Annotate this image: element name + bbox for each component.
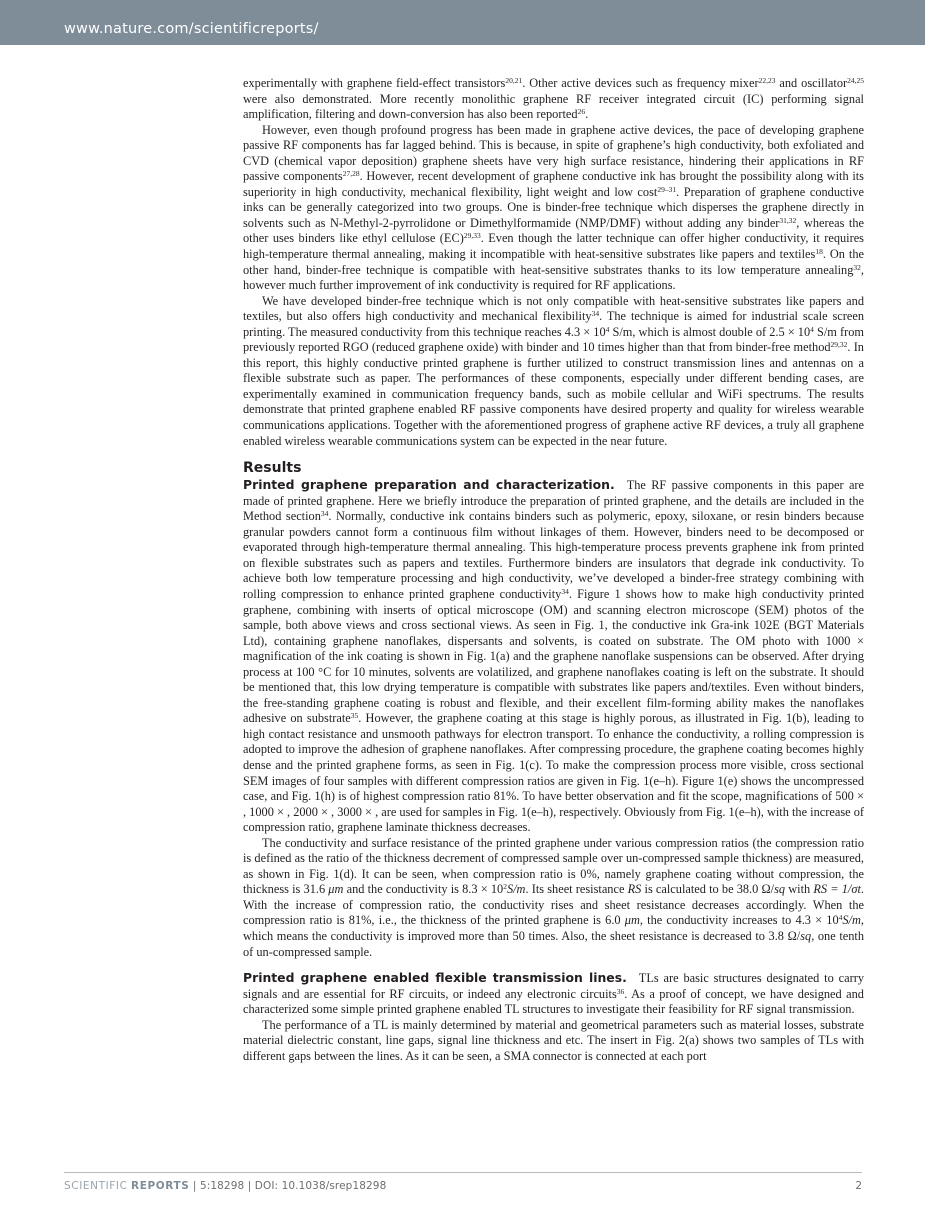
subsection-heading: Printed graphene preparation and characterization. (243, 477, 615, 493)
paragraph-tl-performance: The performance of a TL is mainly determined by material and geometrical parameters such as material losses, substrate material dielectric constant, line gaps, signal line thickness and etc. The insert in Fig. 2(a) shows two samples of TLs with different gaps between the lines. As it can be seen, a SMA connector is connected at each port (243, 1017, 864, 1063)
paragraph-intro-end: experimentally with graphene field-effect transistors$^{20,21}$. Other active devices such as frequency mixer$^{22,23}$ and oscillator$^{24,25}$ were also demonstrated. More recently monolithic graphene RF receiver integrated circuit (IC) performing signal amplification, filtering and down-conversion has also been reported$^{26}$. (243, 76, 864, 122)
footer-citation: SCIENTIFIC REPORTS | 5:18298 | DOI: 10.1038/srep18298 (64, 1180, 387, 1192)
page-number: 2 (855, 1180, 862, 1192)
article-body (243, 76, 864, 1064)
journal-url[interactable]: www.nature.com/scientificreports/ (64, 21, 319, 37)
header-bar (0, 0, 925, 45)
paragraph-transmission-lines: Printed graphene enabled flexible transmission lines. TLs are basic structures designated to carry signals and are essential for RF circuits, or indeed any electronic circuits$^{36}$. As a proof of concept, we have designed and characterized some simple printed graphene enabled TL structures to investigate their feasibility for RF signal transmission. (243, 970, 865, 1017)
paragraph-preparation: Printed graphene preparation and characterization. The RF passive components in this paper are made of printed graphene. Here we briefly introduce the preparation of printed graphene, and the details are included in the Method section$^{34}$. Normally, conductive ink contains binders such as polymeric, epoxy, siloxane, or resin binders because granular powders cannot form a continuous film without linkages of them. However, binders need to be decomposed or evaporated through high-temperature thermal annealing. This high-temperature process prevents graphene ink from printed on flexible substrates such as papers and textiles. Furthermore binders are insulators that degrade ink conductivity. To achieve both low temperature processing and high conductivity, we’ve developed a binder-free strategy combining with rolling compression to enhance printed graphene conductivity$^{34}$. Figure 1 shows how to make high conductivity printed graphene, combining with inserts of optical microscope (OM) and scanning electron microscope (SEM) photos of the sample, both above views and cross sectional views. As seen in Fig. 1, the conductive ink Gra-ink 102E (BGT Materials Ltd), containing graphene nanoflakes, dispersants and solvents, is coated on substrate. The OM photo with 1000 × magnification of the ink coating is shown in Fig. 1(a) and the graphene nanoflake suspensions can be observed. After drying process at 100 °C for 10 minutes, solvents are volatilized, and graphene nanoflakes coating is left on the substrate. It should be mentioned that, this low drying temperature is compatible with substrates like papers and/textiles. Even without binders, the free-standing graphene coating is robust and flexible, and their excellent film-forming ability makes the nanoflakes adhesive on substrate$^{35}$. However, the graphene coating at this stage is highly porous, as illustrated in Fig. 1(b), leading to high contact resistance and unsmooth pathways for electron transport. To enhance the conductivity, a rolling compression is adopted to improve the adhesion of graphene nanoflakes. After compressing procedure, the graphene coating becomes highly dense and the printed graphene forms, as seen in Fig. 1(c). To make the compression process more visible, cross sectional SEM images of four samples with different compression ratios are given in Fig. 1(e–h). Figure 1(e) shows the uncompressed case, and Fig. 1(h) is of highest compression ratio 81%. To have better observation and fit the scope, magnifications of 500 × , 1000 × , 2000 × , 3000 × , are used for samples in Fig. 1(e–h), respectively. Obviously from Fig. 1(e–h), with the increase of compression ratio, graphene laminate thickness decreases. (243, 477, 865, 835)
subsection-heading: Printed graphene enabled flexible transmission lines. (243, 970, 627, 986)
paragraph-binder-free: We have developed binder-free technique which is not only compatible with heat-sensitive substrates like papers and textiles, but also offers high conductivity and mechanical flexibility$^{34}$. The technique is aimed for industrial scale screen printing. The measured conductivity from this technique reaches $4.3 \times 10^4$ S/m, which is almost double of $2.5 \times 10^4$ S/m from previously reported RGO (reduced graphene oxide) with binder and 10 times higher than that from binder-free method$^{29,32}$. In this report, this highly conductive printed graphene is further utilized to construct transmission lines and antennas on a flexible substrate such as paper. The performances of these components, especially under different bending cases, are experimentally examined in communication frequency bands, such as mobile cellular and WiFi spectrums. The results demonstrate that printed graphene enabled RF passive components have desired property and quality for wireless wearable communications applications. Together with the aforementioned progress of graphene active RF devices, a truly all graphene enabled wireless wearable communications system can be expected in the near future. (243, 293, 864, 448)
footer-divider (64, 1172, 862, 1173)
paragraph-passive-components: However, even though profound progress has been made in graphene active devices, the pace of developing graphene passive RF components has far lagged behind. This is because, in spite of graphene’s high conductivity, both exfoliated and CVD (chemical vapor deposition) graphene sheets have very high surface resistance, hindering their applications in RF passive components$^{27,28}$. However, recent development of graphene conductive ink has brought the possibility along with its superiority in high conductivity, mechanical flexibility, light weight and low cost$^{29-31}$. Preparation of graphene conductive inks can be generally categorized into two groups. One is binder-free technique which disperses the graphene directly in solvents such as N-Methyl-2-pyrrolidone or Dimethylformamide (NMP/DMF) without adding any binder$^{31,32}$, whereas the other uses binders like ethyl cellulose (EC)$^{29,33}$. Even though the latter technique can offer higher conductivity, it requires high-temperature thermal annealing, making it incompatible with heat-sensitive substrates like papers and textiles$^{18}$. On the other hand, binder-free technique is compatible with heat-sensitive substrates thanks to its low temperature annealing$^{32}$, however much further improvement of ink conductivity is required for RF applications. (243, 122, 864, 293)
results-heading: Results (243, 460, 302, 477)
paragraph-conductivity: The conductivity and surface resistance of the printed graphene under various compression ratios (the compression ratio is defined as the ratio of the thickness decrement of compressed sample over un-compressed sample thickness) are measured, as shown in Fig. 1(d). It can be seen, when compression ratio is 0%, namely graphene coating without compression, the thickness is 31.6 μm and the conductivity is $8.3 \times 10^2S/m$. Its sheet resistance RS is calculated to be 38.0 Ω/sq with RS = 1/σt. With the increase of compression ratio, the conductivity rises and sheet resistance decreases accordingly. When the compression ratio is 81%, i.e., the thickness of the printed graphene is 6.0 μm, the conductivity increases to $4.3 \times 10^4S/m$, which means the conductivity is improved more than 50 times. Also, the sheet resistance is decreased to 3.8 Ω/sq, one tenth of un-compressed sample. (243, 835, 865, 959)
